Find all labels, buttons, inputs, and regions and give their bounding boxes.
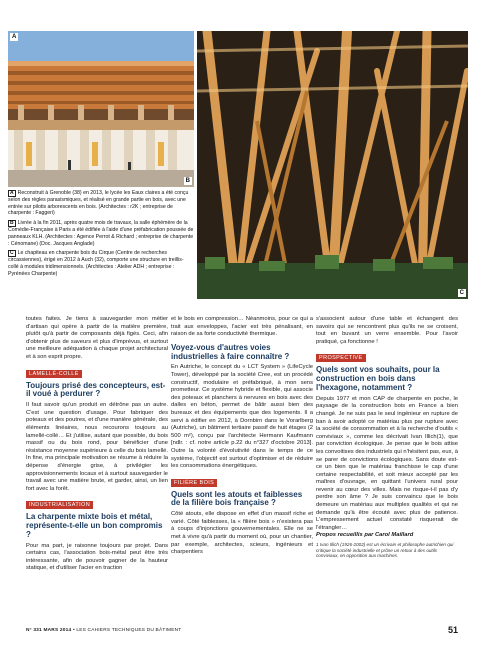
- answer-lamelle-colle: Il faut savoir qu'un produit en détrône pas un autre. C'est une question d'usage. Pour fabriquer des poteaux et des poutres, et d'une manière générale, des éléments linéaires, nous recourons toujours au lamellé-collé… Et j'utilise, autant que possible, du bois massif ou du bois rond, pour bénéficier d'une résistance moyenne supérieure à celle du bois lamellé. In fine, ma principale motivation se résume à réduire la dépense d'énergie grise, à privilégier les approvisionnements locaux et à surtout sauvegarder le travail avec une matière brute, et garder, ainsi, un lien fort avec la forêt.: [26, 402, 168, 492]
- article-column-3: [316, 316, 458, 559]
- article-column-2: [171, 316, 313, 557]
- col2-intro-paragraph: et le bois en compression… Néanmoins, pour ce qui a trait aux enveloppes, l'acier est très pénalisant, en raison de sa forte conductivité thermique.: [171, 316, 313, 338]
- interview-credit: Propos recueillis par Carol Maillard: [316, 532, 414, 539]
- question-heading-filiere: Quels sont les atouts et faiblesses de la filière bois française ?: [171, 489, 303, 508]
- page-number: 51: [447, 625, 458, 635]
- question-heading-voies-industrielles: Voyez-vous d'autres voies industrielles à faire connaître ?: [171, 342, 290, 361]
- photo-a-tag: A: [12, 34, 17, 40]
- section-tag-lamelle-colle: LAMELLÉ-COLLÉ: [26, 370, 82, 378]
- col3-intro-paragraph: s'associent autour d'une table et échangent des savoirs qui se rencontrent plus qu'ils ne se croisent, tout en buvant un verre ensemble. Pour l'avoir pratiqué, ça fonctionne !: [316, 316, 458, 345]
- photo-captions: [8, 190, 194, 280]
- answer-mixte: Pour ma part, je raisonne toujours par projet. Dans certains cas, l'association bois-métal peut être très intéressante, afin de pouvoir gagner de la hauteur statique, et d'utiliser l'acier en traction: [26, 542, 168, 572]
- question-heading-lamelle-colle: Toujours prisé des concepteurs, est-il voué à perdurer ?: [26, 380, 166, 399]
- caption-a-key: A: [10, 190, 14, 196]
- footnote: 1 Ivan Illich (1926-2002) est un écrivain et philosophe autrichien qui critique la société industrielle et prône un retour à des outils conviviaux, en opposition aux machines.: [316, 542, 454, 559]
- article-column-1: [26, 316, 168, 573]
- journal-name: • LES CAHIERS TECHNIQUES DU BÂTIMENT: [72, 628, 182, 633]
- colonnade-illustration: [8, 120, 194, 187]
- page-footer: [26, 626, 458, 636]
- photo-lycee-grenoble: [8, 31, 194, 120]
- caption-b-key: B: [10, 220, 14, 227]
- caption-c-key: C: [10, 250, 14, 257]
- caption-b: [8, 220, 194, 247]
- caption-a: [8, 190, 194, 217]
- photo-comedie-francaise: [8, 120, 194, 187]
- publication-reference: [26, 628, 181, 633]
- question-heading-mixte: La charpente mixte bois et métal, représente-t-elle un bon compromis ?: [26, 512, 163, 539]
- issue-number: N° 331 MARS 2014: [26, 628, 72, 633]
- caption-c: [8, 250, 194, 277]
- section-tag-industrialisation: INDUSTRIALISATION: [26, 501, 93, 509]
- caption-a-text: Reconstruit à Grenoble (38) en 2013, le lycée les Eaux claires a été conçu selon des règles parasismiques, et réalisé en grande partie en bois, avec une entrée sur pilotis arborescents en bois. (Architectes : r2K ; entreprise de charpente : Faggeri): [8, 190, 189, 217]
- lycee-facade-illustration: [8, 31, 194, 120]
- section-tag-filiere-bois: FILIÈRE BOIS: [171, 479, 217, 487]
- photo-chapiteau-auch: [197, 31, 468, 299]
- col1-intro-paragraph: toutes faites. Je tiens à sauvegarder mon métier d'artisan qui opère à partir de la matière première, plutôt qu'à partir de composants déjà figés. Ceci, afin d'obtenir plus de saveurs et plus d'imprévus, et surtout une meilleure adéquation à chaque projet architectural et à son esprit propre.: [26, 316, 168, 360]
- answer-voies-industrielles: En Autriche, le concept du « LCT System » (LifeCycle Tower), développé par la société Cree, est un procédé constructif, modulaire et préfabriqué, à mon sens prometteur. Ce système hybride et flexible, qui associe des poteaux et planchers à nervures en bois avec des dalles en béton, permet de bâtir aussi bien des bureaux et des équipements que des logements. Il a servi à édifier en 2012, à Dornbirn dans le Vorarlberg (Autriche), un bâtiment tertiaire passif de huit étages (2 500 m²), conçu par l'architecte Hermann Kaufmann [ndlr. : cf. notre article p.22 du n°327 d'octobre 2013]. Outre la volonté d'évolutivité dans le temps de ce système, l'objectif est surtout d'optimiser et de réduire les consommations énergétiques.: [171, 364, 313, 470]
- answer-filiere: Côté atouts, elle dispose en effet d'un massif riche et varié. Côté faiblesses, la « filière bois » n'existera pas à coups d'injonctions gouvernementales. Elle ne se met à vivre qu'à partir du moment où, pour un chantier, par exemple, architectes, scieurs, ingénieurs et charpentiers: [171, 511, 313, 556]
- timber-structure-illustration: [197, 31, 468, 299]
- caption-c-text: Le chapiteau en charpente bois du Cirque (Centre de recherches circassiennes), érigé en 2012 à Auch (32), comporte une structure en treillis-collé à modules tridimensionnels. (Architectes : Atelier ADH ; entreprise : Pyrénées Charpente): [8, 250, 184, 277]
- photo-b-tag: B: [185, 178, 190, 184]
- question-heading-souhaits: Quels sont vos souhaits, pour la construction en bois dans l'hexagone, notamment ?: [316, 365, 440, 392]
- section-tag-prospective: PROSPECTIVE: [316, 354, 366, 362]
- answer-souhaits: Depuis 1977 et mon CAP de charpente en poche, le paysage de la construction bois en France a bien changé. Je ne suis pas le seul ingénieur en rupture de ban à avoir adopté ce matériau plus par rupture avec la société de consommation et à la recherche d'outils « conviviaux », comme les décrivait Ivan Illich(1), que par conviction écologique. Je pense que le bois attise les convoitises des industriels qui n'hésitent pas, eux, à se parer de convictions écologiques. Sans doute est-ce un bien que le matériau franchisse le cap d'une certaine respectabilité, et soit mieux accepté par les maîtres d'ouvrage, en quittant l'univers rural pour revenir au cœur des villes. Mais ne risque-t-il pas d'y perdre son âme ? Je suis convaincu que le bois demeure un matériau aux multiples qualités et qui ne demande qu'à être écouté avec plus de patience. L'empressement actuel constaté risquerait de l'étrangler…: [316, 395, 458, 531]
- photo-c-tag: C: [459, 290, 464, 296]
- caption-b-text: Livrée à la fin 2011, après quatre mois de travaux, la salle éphémère de la Comédie-Française à Paris a été édifiée à l'aide d'une préfabrication poussée de panneaux KLH. (Architectes : Agence Perrot & Richard ; entreprise de charpente : Cénomane) (Doc. Jacques Anglade): [8, 220, 194, 247]
